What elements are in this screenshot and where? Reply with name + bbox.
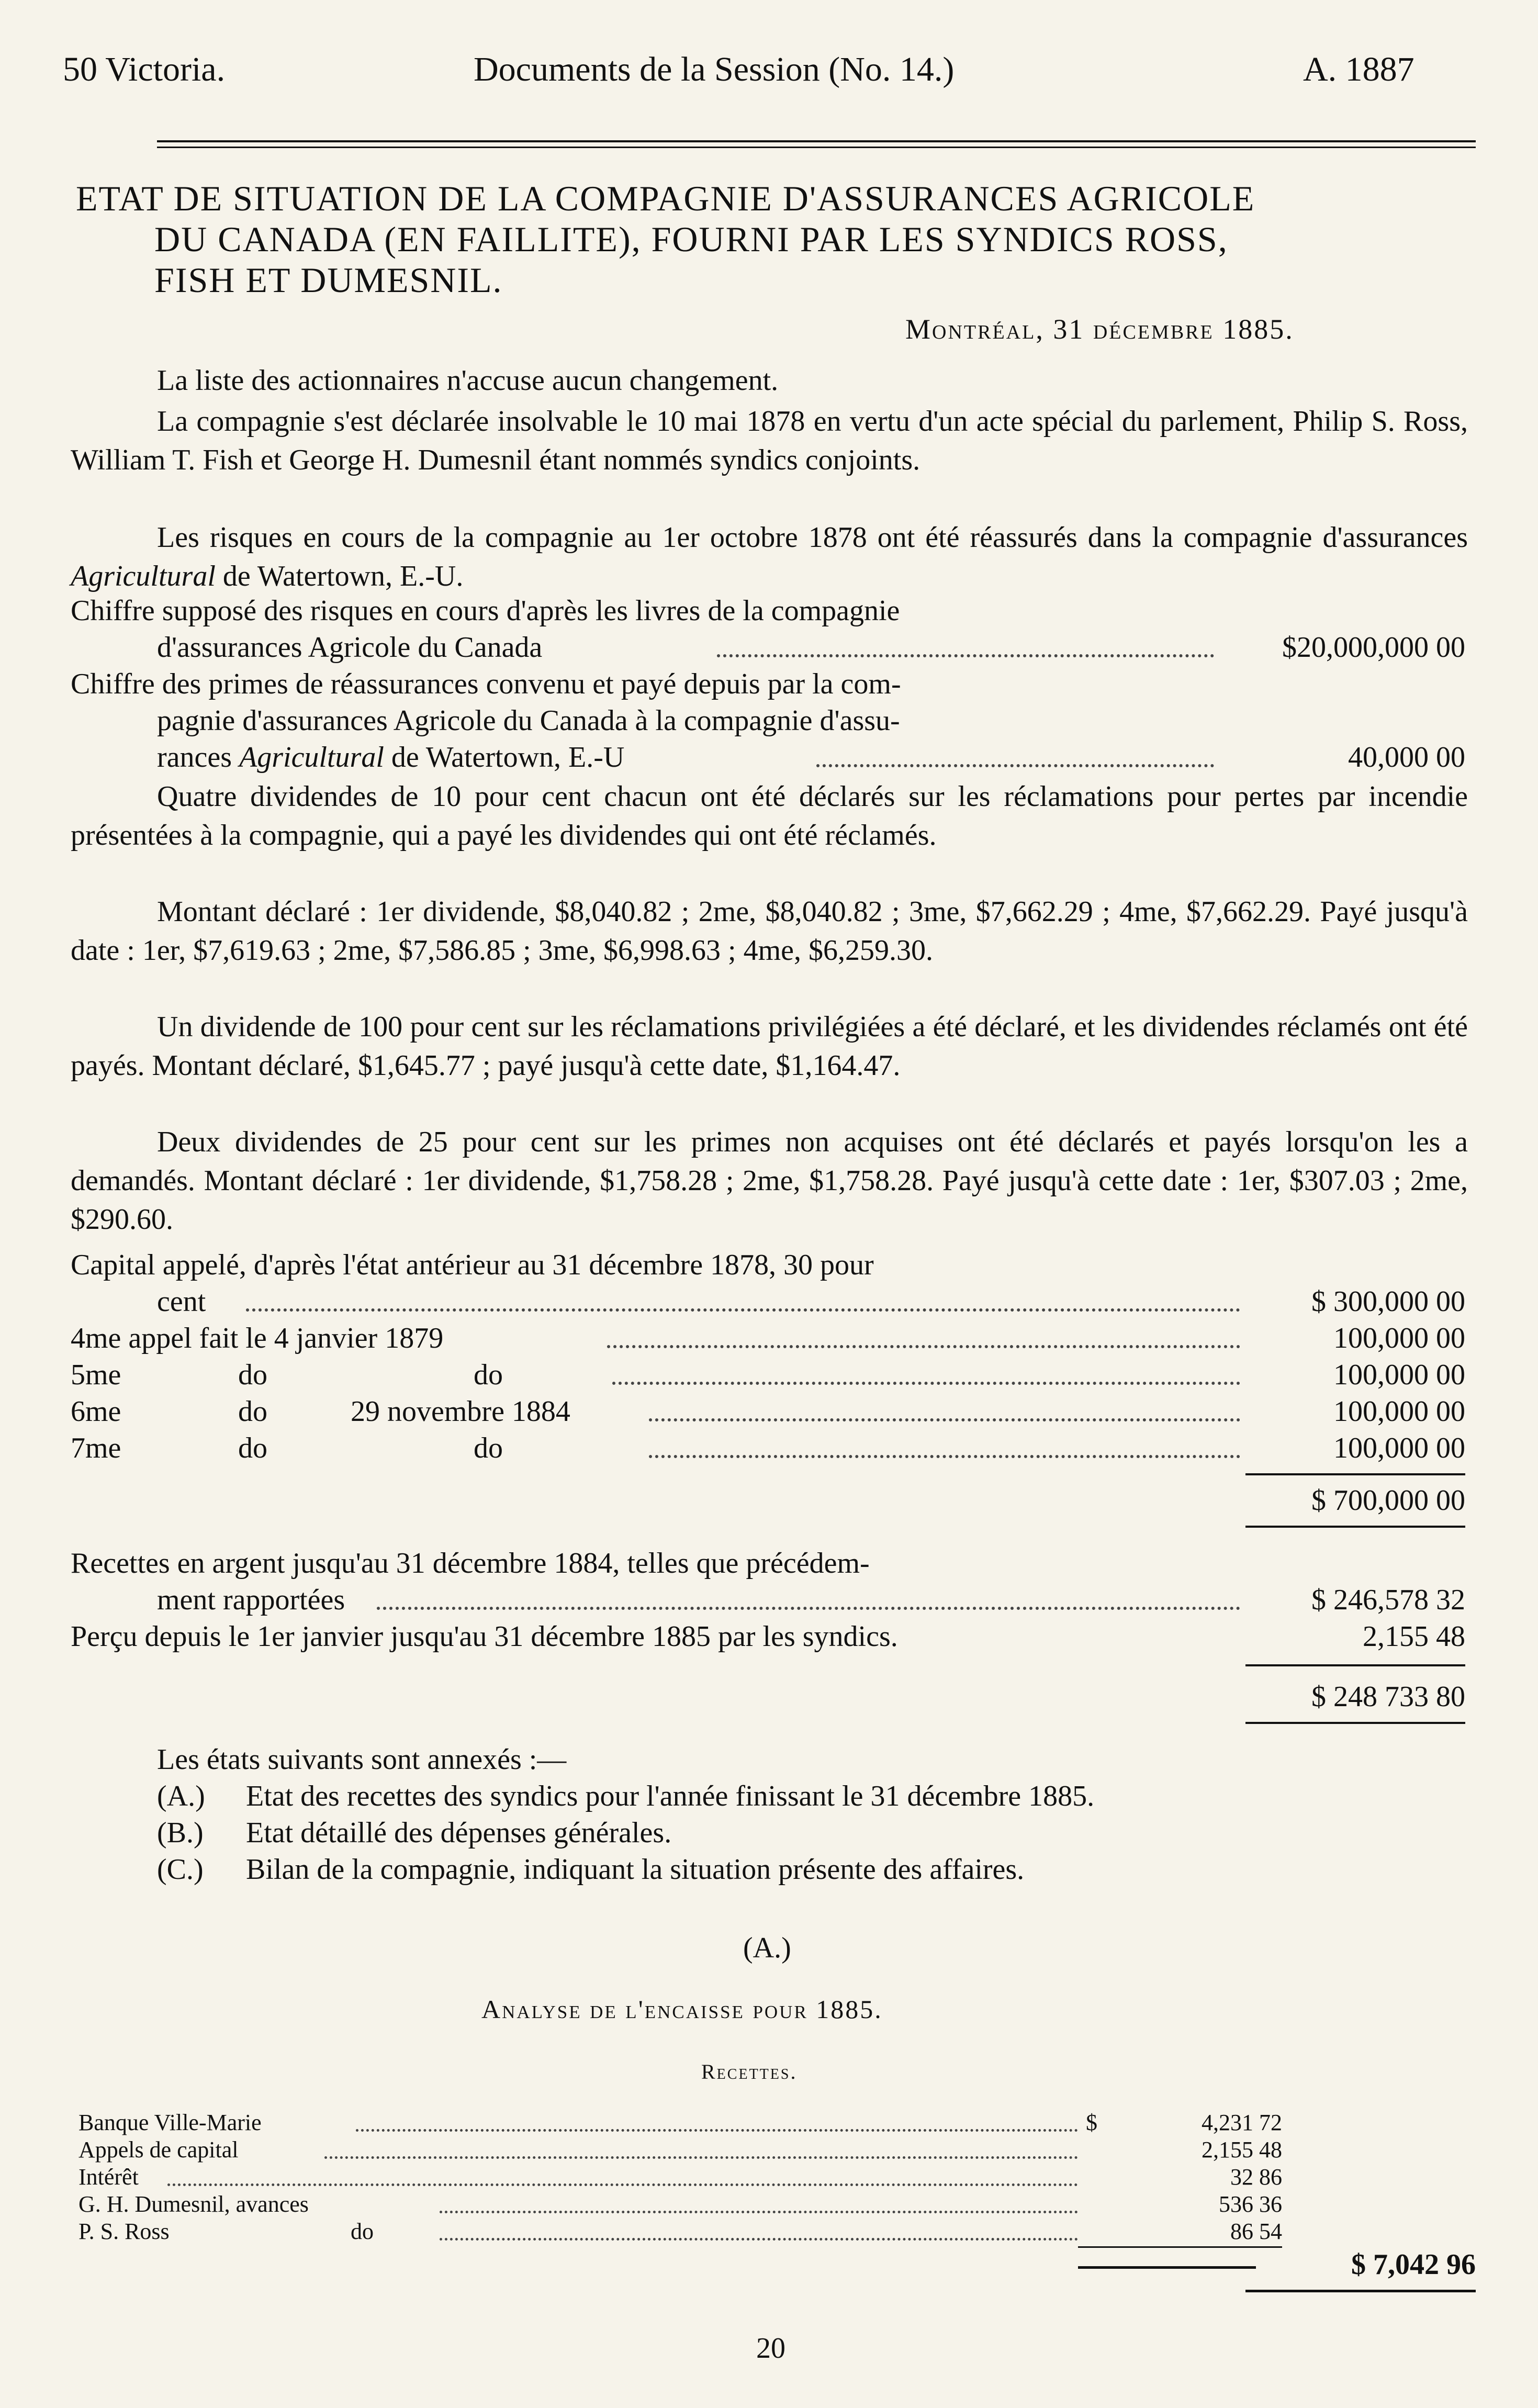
header-rule-bottom	[157, 147, 1476, 148]
capital-call-6-label: 6me	[71, 1395, 121, 1428]
receipts-table-total: $ 7,042 96	[1351, 2248, 1476, 2281]
risk-item-1-line-2: d'assurances Agricole du Canada	[157, 631, 543, 664]
receipts-sum-rule	[1245, 1664, 1465, 1666]
capital-call-4-amount: 100,000 00	[1333, 1322, 1465, 1354]
receipt-row-5-name: P. S. Ross	[78, 2219, 170, 2244]
leader-dots	[356, 2129, 1078, 2132]
receipts-table-total-rule	[1245, 2290, 1476, 2292]
title-line-1: ETAT DE SITUATION DE LA COMPAGNIE D'ASSURANCES AGRICOLE	[76, 178, 1255, 218]
receipt-row-4-amount: 536 36	[1219, 2191, 1282, 2217]
receipts-line-2: ment rapportées	[157, 1584, 345, 1616]
paragraph-dividends-fire: Quatre dividendes de 10 pour cent chacun ont été déclarés sur les réclamations pour pertes par incendie présentées à la compagnie, qui a payé les dividendes qui ont été réclamés.	[71, 780, 1468, 852]
header-document-series: A. 1887	[1303, 50, 1414, 88]
receipts-line-1: Recettes en argent jusqu'au 31 décembre 1884, telles que précédem-	[71, 1547, 870, 1580]
capital-call-7-amount: 100,000 00	[1333, 1432, 1465, 1464]
receipts-total: $ 248 733 80	[1311, 1681, 1465, 1713]
annex-c-label: (C.)	[157, 1853, 204, 1886]
leader-dots	[377, 1607, 1240, 1610]
section-a-heading: Analyse de l'encaisse pour 1885.	[481, 1995, 883, 2024]
capital-call-7-date: do	[474, 1432, 503, 1464]
risk-item-1-amount: $20,000,000 00	[1282, 631, 1465, 664]
capital-call-5-amount: 100,000 00	[1333, 1359, 1465, 1391]
leader-dots	[649, 1455, 1240, 1458]
title-line-2: DU CANADA (EN FAILLITE), FOURNI PAR LES SYNDICS ROSS,	[154, 219, 1228, 259]
capital-call-6-do: do	[238, 1395, 267, 1428]
annex-b-label: (B.)	[157, 1817, 204, 1849]
header-rule-top	[157, 140, 1476, 142]
receipt-row-5-do: do	[351, 2219, 374, 2244]
dateline: Montréal, 31 décembre 1885.	[905, 313, 1294, 345]
capital-total: $ 700,000 00	[1311, 1484, 1465, 1517]
capital-call-7-label: 7me	[71, 1432, 121, 1464]
capital-call-7-do: do	[238, 1432, 267, 1464]
section-a-subheading: Recettes.	[701, 2060, 798, 2084]
leader-dots	[607, 1345, 1240, 1348]
capital-call-5-label: 5me	[71, 1359, 121, 1391]
header-session-year: 50 Victoria.	[63, 50, 226, 88]
leader-dots	[324, 2156, 1078, 2159]
receipts-table-total-lead	[1078, 2266, 1256, 2269]
annexes-intro: Les états suivants sont annexés :—	[157, 1743, 567, 1776]
receipt-row-2-amount: 2,155 48	[1202, 2137, 1282, 2163]
leader-dots	[717, 654, 1214, 657]
risk-item-2-line-3: rances Agricultural de Watertown, E.-U	[157, 741, 625, 774]
header-documents-title: Documents de la Session (No. 14.)	[474, 50, 955, 88]
receipt-row-2-name: Appels de capital	[78, 2137, 239, 2163]
document-title	[76, 178, 1489, 300]
receipt-row-1-currency: $	[1086, 2110, 1097, 2135]
risk-item-1-line-1: Chiffre supposé des risques en cours d'après les livres de la compagnie	[71, 595, 900, 627]
capital-line-2: cent	[157, 1285, 206, 1318]
paragraph-shareholders: La liste des actionnaires n'accuse aucun changement.	[157, 364, 779, 397]
capital-initial-amount: $ 300,000 00	[1311, 1285, 1465, 1318]
capital-total-rule	[1245, 1526, 1465, 1528]
capital-call-6-date: 29 novembre 1884	[351, 1395, 570, 1428]
receipts-1885-amount: 2,155 48	[1363, 1620, 1465, 1653]
paragraph-insolvency: La compagnie s'est déclarée insolvable le 10 mai 1878 en vertu d'un acte spécial du parlement, Philip S. Ross, William T. Fish et George H. Dumesnil étant nommés syndics conjoints.	[71, 405, 1468, 476]
capital-line-1: Capital appelé, d'après l'état antérieur au 31 décembre 1878, 30 pour	[71, 1249, 874, 1281]
capital-call-5-date: do	[474, 1359, 503, 1391]
receipt-row-5-amount: 86 54	[1230, 2219, 1282, 2244]
title-line-3: FISH ET DUMESNIL.	[154, 260, 503, 300]
receipts-previous-amount: $ 246,578 32	[1311, 1584, 1465, 1616]
annex-b-text: Etat détaillé des dépenses générales.	[246, 1817, 672, 1849]
capital-sum-rule	[1245, 1473, 1465, 1475]
paragraph-dividends-amounts: Montant déclaré : 1er dividende, $8,040.82 ; 2me, $8,040.82 ; 3me, $7,662.29 ; 4me, $7,662.29. Payé jusqu'à date : 1er, $7,619.63 ; 2me, $7,586.85 ; 3me, $6,998.63 ; 4me, $6,259.30.	[71, 895, 1468, 967]
leader-dots	[649, 1418, 1240, 1421]
paragraph-dividend-privileged: Un dividende de 100 pour cent sur les réclamations privilégiées a été déclaré, et les dividendes réclamés ont été payés. Montant déclaré, $1,645.77 ; payé jusqu'à cette date, $1,164.47.	[71, 1011, 1468, 1082]
receipt-row-1-name: Banque Ville-Marie	[78, 2110, 262, 2135]
annex-a-label: (A.)	[157, 1780, 205, 1812]
capital-call-4-label: 4me appel fait le 4 janvier 1879	[71, 1322, 444, 1354]
leader-dots	[816, 764, 1214, 767]
receipt-row-3-amount: 32 86	[1230, 2164, 1282, 2190]
receipt-row-1-amount: 4,231 72	[1202, 2110, 1282, 2135]
page-number: 20	[756, 2332, 785, 2365]
receipts-total-rule	[1245, 1722, 1465, 1724]
receipts-line-3: Perçu depuis le 1er janvier jusqu'au 31 décembre 1885 par les syndics.	[71, 1620, 898, 1653]
leader-dots	[612, 1382, 1240, 1385]
paragraph-reinsurance: Les risques en cours de la compagnie au 1er octobre 1878 ont été réassurés dans la compagnie d'assurances Agricultural de Watertown, E.-U.	[71, 521, 1468, 592]
annex-a-text: Etat des recettes des syndics pour l'année finissant le 31 décembre 1885.	[246, 1780, 1095, 1812]
leader-dots	[440, 2211, 1078, 2213]
capital-call-6-amount: 100,000 00	[1333, 1395, 1465, 1428]
leader-dots	[246, 1308, 1240, 1312]
leader-dots	[167, 2183, 1078, 2186]
capital-call-5-do: do	[238, 1359, 267, 1391]
risk-item-2-line-1: Chiffre des primes de réassurances convenu et payé depuis par la com-	[71, 668, 901, 700]
receipt-row-4-name: G. H. Dumesnil, avances	[78, 2191, 309, 2217]
risk-item-2-line-2: pagnie d'assurances Agricole du Canada à la compagnie d'assu-	[157, 704, 900, 737]
paragraph-dividends-premiums: Deux dividendes de 25 pour cent sur les primes non acquises ont été déclarés et payés lorsqu'on les a demandés. Montant déclaré : 1er dividende, $1,758.28 ; 2me, $1,758.28. Payé jusqu'à cette date : 1er, $307.03 ; 2me, $290.60.	[71, 1126, 1468, 1236]
section-a-label: (A.)	[743, 1932, 791, 1964]
receipt-row-3-name: Intérêt	[78, 2164, 139, 2190]
risk-item-2-amount: 40,000 00	[1348, 741, 1465, 774]
annex-c-text: Bilan de la compagnie, indiquant la situation présente des affaires.	[246, 1853, 1025, 1886]
leader-dots	[440, 2238, 1078, 2241]
